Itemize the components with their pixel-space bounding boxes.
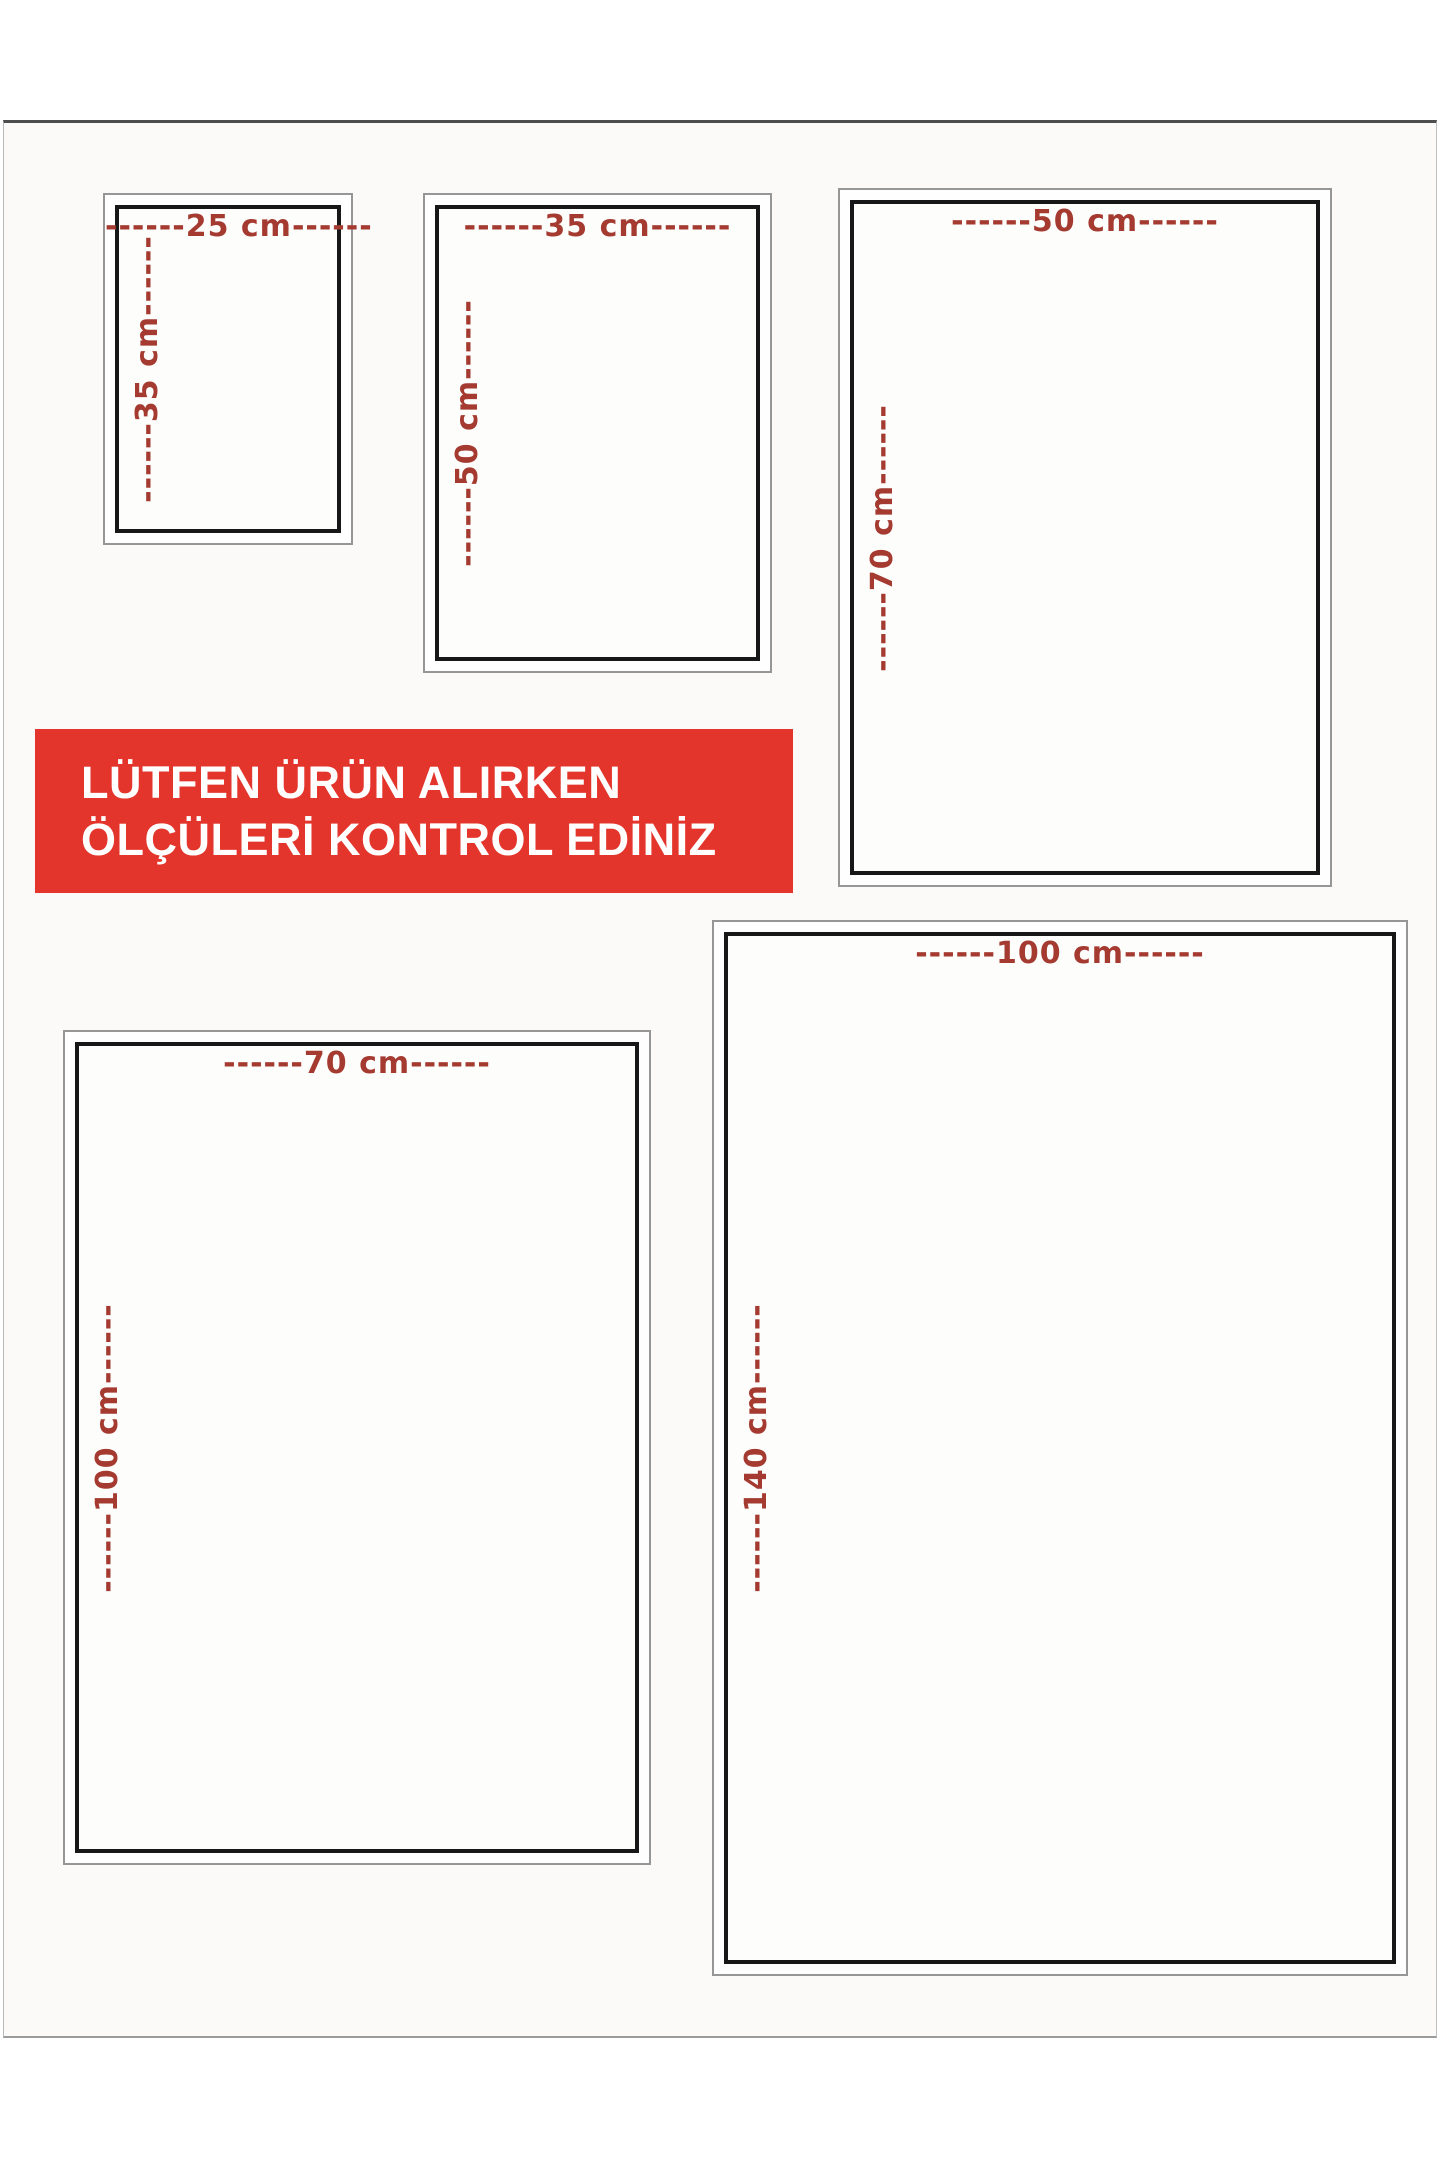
width-dimension-label: ------100 cm------ [915,936,1205,971]
size-box-100x140-outline [724,932,1396,1964]
warning-line-1: LÜTFEN ÜRÜN ALIRKEN [81,757,622,808]
width-dimension-label: ------70 cm------ [223,1046,491,1081]
warning-line-2: ÖLÇÜLERİ KONTROL EDİNİZ [81,814,717,865]
size-box-50x70 [838,188,1332,887]
size-box-25x35 [103,193,373,545]
height-dimension-label: ------70 cm------ [865,403,900,672]
size-box-100x140 [712,920,1408,1976]
size-box-70x100-outline [75,1042,639,1853]
width-dimension-label: ------50 cm------ [951,204,1219,239]
height-dimension-label: ------100 cm------ [90,1302,125,1593]
height-dimension-label: ------35 cm------ [130,235,165,503]
height-dimension-label: ------50 cm------ [450,299,485,567]
width-dimension-label: ------25 cm------ [105,209,373,244]
size-box-70x100 [63,1030,651,1865]
width-dimension-label: ------35 cm------ [463,209,732,244]
size-box-35x50 [423,193,772,673]
height-dimension-label: ------140 cm------ [739,1303,774,1593]
measurement-warning-banner [35,729,793,893]
size-box-50x70-outline [850,200,1320,875]
